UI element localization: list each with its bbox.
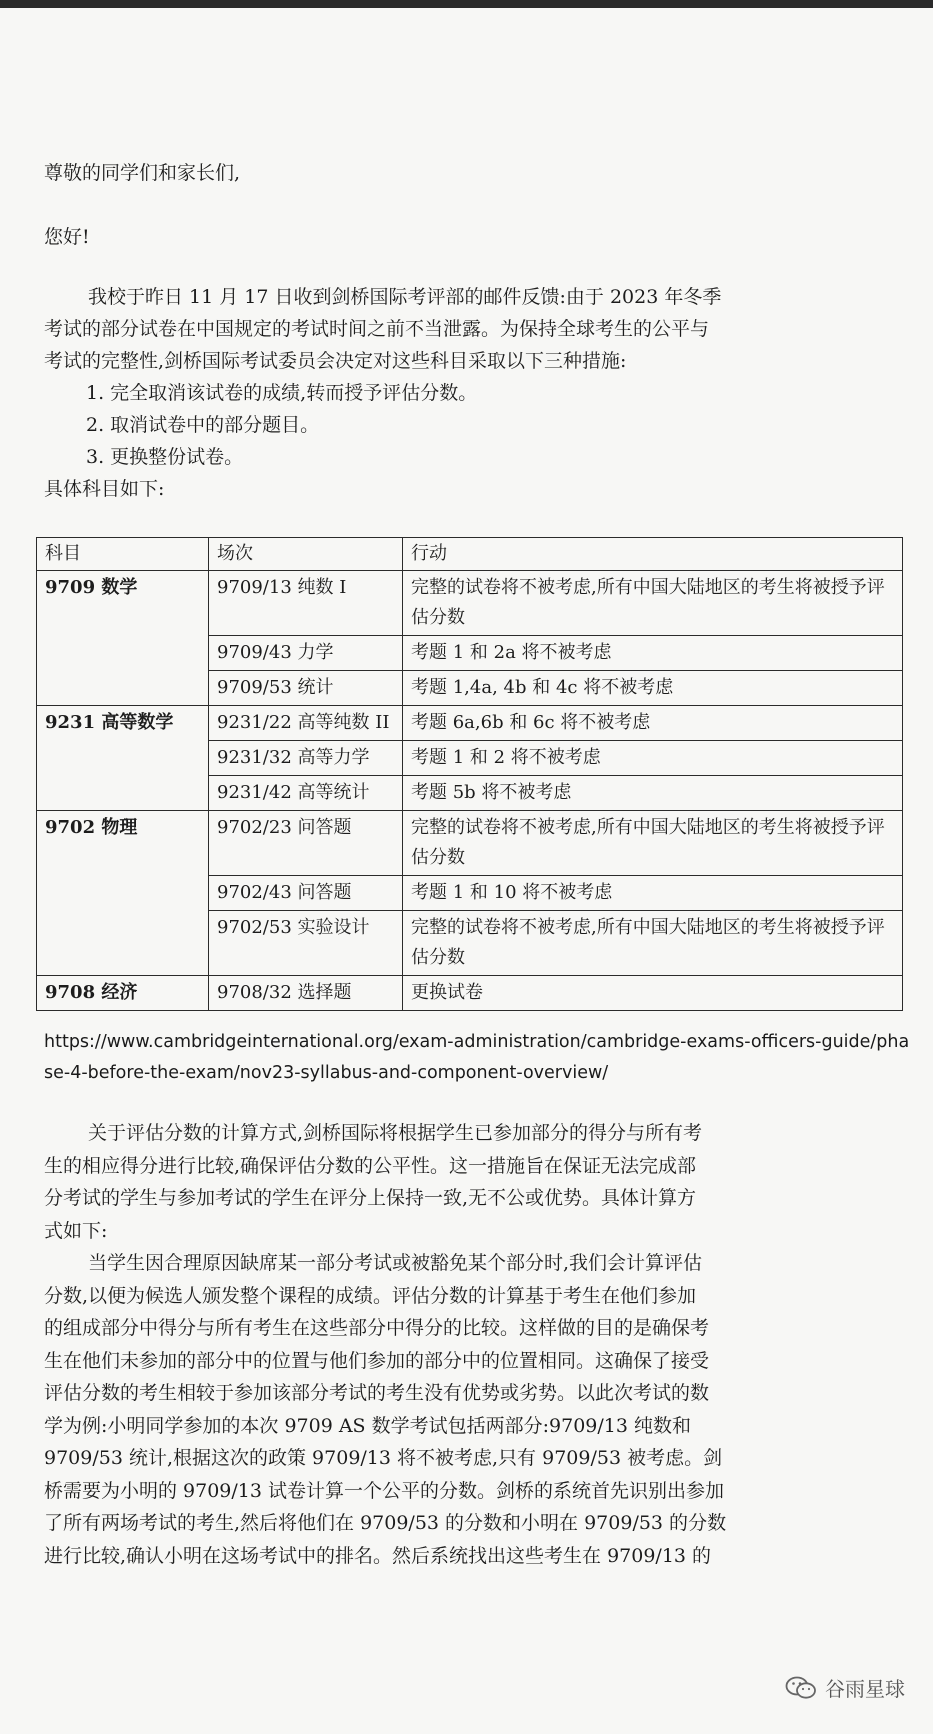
session-cell: 9709/43 力学 (209, 636, 403, 671)
source-url[interactable]: https://www.cambridgeinternational.org/exam-administration/cambridge-exams-officers-guide/phase-4-before-the-exam/nov23-syllabus-and-component-overview/ (44, 1032, 910, 1083)
session-cell: 9708/32 选择题 (209, 976, 403, 1011)
measure-item: 3. 更换整份试卷。 (86, 446, 244, 468)
action-cell: 考题 6a,6b 和 6c 将不被考虑 (403, 706, 903, 741)
action-cell: 考题 1 和 2a 将不被考虑 (403, 636, 903, 671)
greeting: 尊敬的同学们和家长们, (44, 162, 241, 184)
watermark-text: 谷雨星球 (825, 1677, 905, 1701)
action-cell: 完整的试卷将不被考虑,所有中国大陆地区的考生将被授予评估分数 (403, 571, 903, 636)
header-action: 行动 (403, 538, 903, 571)
intro-paragraph (44, 281, 904, 505)
paragraph-line: 的组成部分中得分与所有考生在这些部分中得分的比较。这样做的目的是确保考 (44, 1317, 710, 1339)
session-cell: 9231/22 高等纯数 II (209, 706, 403, 741)
session-cell: 9231/32 高等力学 (209, 741, 403, 776)
paragraph-line: 分数,以便为候选人颁发整个课程的成绩。评估分数的计算基于考生在他们参加 (44, 1284, 697, 1307)
example-paragraph (44, 1247, 904, 1572)
wechat-icon (785, 1675, 817, 1701)
subject-cell: 9708 经济 (37, 976, 209, 1011)
action-cell: 考题 1 和 10 将不被考虑 (403, 876, 903, 911)
paragraph-line: 生在他们未参加的部分中的位置与他们参加的部分中的位置相同。这确保了接受 (44, 1349, 710, 1372)
session-cell: 9231/42 高等统计 (209, 776, 403, 811)
action-cell: 更换试卷 (403, 976, 903, 1011)
watermark (785, 1673, 905, 1702)
measure-item: 2. 取消试卷中的部分题目。 (86, 414, 320, 436)
table-row (37, 706, 903, 741)
action-cell: 考题 1,4a, 4b 和 4c 将不被考虑 (403, 671, 903, 706)
subjects-intro: 具体科目如下: (44, 478, 165, 500)
header-session: 场次 (209, 538, 403, 571)
paragraph-line: 9709/53 统计,根据这次的政策 9709/13 将不被考虑,只有 9709/53 被考虑。剑 (44, 1447, 723, 1469)
paragraph-line: 桥需要为小明的 9709/13 试卷计算一个公平的分数。剑桥的系统首先识别出参加 (44, 1479, 725, 1502)
table-row (37, 571, 903, 636)
session-cell: 9702/43 问答题 (209, 876, 403, 911)
paragraph-line: 式如下: (44, 1219, 108, 1242)
table-row (37, 811, 903, 876)
paragraph-line: 当学生因合理原因缺席某一部分考试或被豁免某个部分时,我们会计算评估 (88, 1252, 703, 1274)
subject-cell: 9231 高等数学 (37, 706, 209, 811)
header-subject: 科目 (37, 538, 209, 571)
session-cell: 9702/53 实验设计 (209, 911, 403, 976)
session-cell: 9702/23 问答题 (209, 811, 403, 876)
session-cell: 9709/13 纯数 I (209, 571, 403, 636)
table-header-row (37, 538, 903, 571)
subject-cell: 9709 数学 (37, 571, 209, 706)
paragraph-line: 评估分数的考生相较于参加该部分考试的考生没有优势或劣势。以此次考试的数 (44, 1382, 710, 1404)
paragraph-line: 关于评估分数的计算方式,剑桥国际将根据学生已参加部分的得分与所有考 (88, 1122, 703, 1144)
action-cell: 完整的试卷将不被考虑,所有中国大陆地区的考生将被授予评估分数 (403, 911, 903, 976)
action-cell: 考题 1 和 2 将不被考虑 (403, 741, 903, 776)
action-cell: 考题 5b 将不被考虑 (403, 776, 903, 811)
paragraph-line: 进行比较,确认小明在这场考试中的排名。然后系统找出这些考生在 9709/13 的 (44, 1544, 712, 1567)
top-bar (0, 0, 933, 8)
paragraph-line: 学为例:小明同学参加的本次 9709 AS 数学考试包括两部分:9709/13 纯数和 (44, 1414, 691, 1437)
assessment-paragraph (44, 1117, 904, 1247)
paragraph-line: 了所有两场考试的考生,然后将他们在 9709/53 的分数和小明在 9709/53 的分数 (44, 1512, 727, 1534)
measure-item: 1. 完全取消该试卷的成绩,转而授予评估分数。 (86, 382, 478, 404)
hello: 您好! (44, 226, 90, 248)
intro-line: 我校于昨日 11 月 17 日收到剑桥国际考评部的邮件反馈:由于 2023 年冬季 (88, 286, 722, 308)
paragraph-line: 生的相应得分进行比较,确保评估分数的公平性。这一措施旨在保证无法完成部 (44, 1154, 697, 1177)
subjects-table (36, 537, 903, 1011)
action-cell: 完整的试卷将不被考虑,所有中国大陆地区的考生将被授予评估分数 (403, 811, 903, 876)
intro-line: 考试的部分试卷在中国规定的考试时间之前不当泄露。为保持全球考生的公平与 (44, 318, 710, 340)
paragraph-line: 分考试的学生与参加考试的学生在评分上保持一致,无不公或优势。具体计算方 (44, 1187, 697, 1209)
table-row (37, 976, 903, 1011)
subject-cell: 9702 物理 (37, 811, 209, 976)
session-cell: 9709/53 统计 (209, 671, 403, 706)
intro-line: 考试的完整性,剑桥国际考试委员会决定对这些科目采取以下三种措施: (44, 350, 627, 372)
